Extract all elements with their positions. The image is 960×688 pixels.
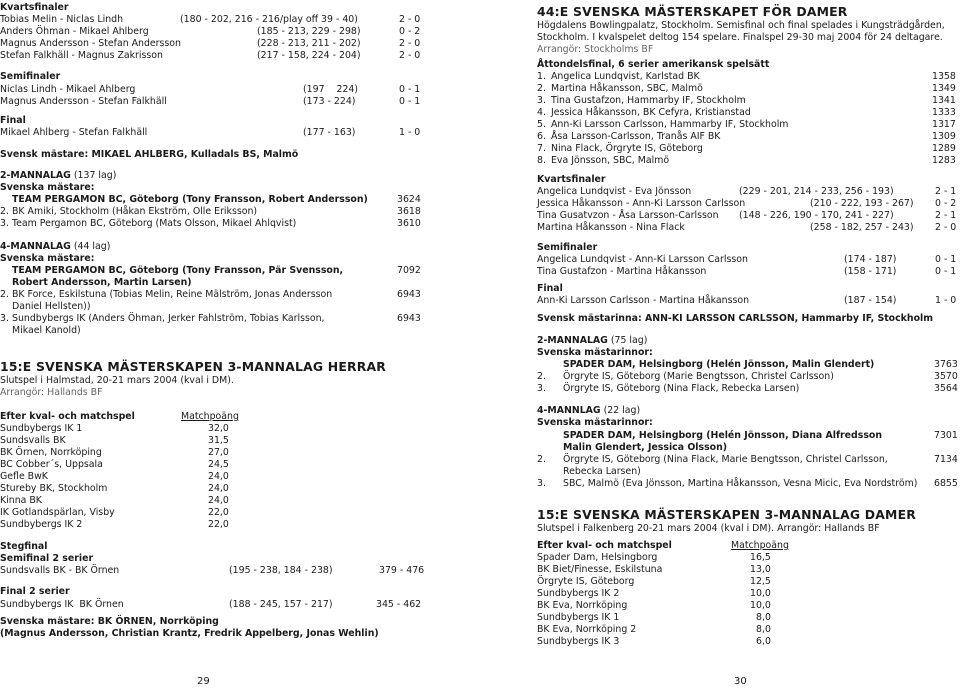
match-result: 2 - 0 [399,38,421,49]
champion-line: Svensk mästare: MIKAEL AHLBERG, Kulladals BS, Malmö [0,149,299,160]
standings-row: Kinna BK 24,0 [0,495,229,506]
match-scores: (217 - 158, 224 - 204) [257,50,361,61]
section-heading: Final [0,115,26,126]
standings-row: BK Eva, Norrköping 2 8,0 [537,624,771,635]
match-players: Niclas Lindh - Mikael Ahlberg [0,84,136,95]
match-result: 0 - 1 [399,84,421,95]
page-number: 30 [734,676,747,687]
section-heading: Semifinaler [0,71,61,82]
section-heading: Semifinal 2 serier [0,553,94,564]
match-result: 0 - 2 [399,26,421,37]
match-row: Angelica Lundqvist - Ann-Ki Larsson Carlsson (174 - 187) 0 - 1 [537,254,957,265]
result-row [0,194,440,206]
event-info: Stockholm. I kvalspelet deltog 154 spelare. Finalspel 29-30 maj 2004 för 24 deltagare. [537,32,943,43]
match-row: Tina Gusatvzon - Åsa Larsson-Carlsson (148 - 226, 190 - 170, 241 - 227) 2 - 1 [537,210,957,221]
champion-line: Svensk mästarinna: ANN-KI LARSSON CARLSSON, Hammarby IF, Stockholm [537,313,934,324]
section-title: 44:E SVENSKA MÄSTERSKAPET FÖR DAMER [537,4,848,19]
team-name-cont: Daniel Hellsten)) [12,301,91,312]
match-row [0,127,440,139]
match-row [0,84,440,96]
match-row [0,96,440,108]
section-heading: Åttondelsfinal, 6 serier amerikansk spelsätt [537,59,770,70]
team-name-cont: Mikael Kanold) [12,325,81,336]
champ-label: Svenska mästare: [0,182,95,193]
rank-row: 5. Ann-Ki Larsson Carlsson, Hammarby IF, Stockholm 1317 [537,119,956,130]
result-row: 3. Sundbybergs IK (Anders Öhman, Jerker Fahlström, Tobias Karlsson, 6943 [0,313,421,324]
champ-label: Svenska mästare: [0,253,95,264]
standings-row: BK Örnen, Norrköping 27,0 [0,447,229,458]
team-score: 7092 [397,265,421,276]
match-players: Magnus Andersson - Stefan Falkhäll [0,96,167,107]
champion-line: (Magnus Andersson, Christian Krantz, Fredrik Appelberg, Jonas Wehlin) [0,628,379,639]
champ-label: Svenska mästarinnor: [537,347,653,358]
event-info: Slutspel i Halmstad, 20-21 mars 2004 (kval i DM). [0,375,234,386]
match-scores: (180 - 202, 216 - 216/play off 39 - 40) [180,14,358,25]
team-name-cont: Rebecka Larsen) [563,466,641,477]
team-score: 3618 [397,206,421,217]
match-row: Ann-Ki Larsson Carlsson - Martina Håkansson (187 - 154) 1 - 0 [537,295,957,306]
match-scores: (185 - 213, 229 - 298) [257,26,361,37]
rank-row: 3. Tina Gustafzon, Hammarby IF, Stockholm 1341 [537,95,956,106]
rank-row: 4. Jessica Håkansson, BK Cefyra, Kristianstad 1333 [537,107,956,118]
result-row: 3. Team Pergamon BC, Göteborg (Mats Olsson, Mikael Ahlqvist) 3610 [0,218,421,229]
category-heading: 4-MANNALAG (44 lag) [0,241,111,252]
match-players: Mikael Ahlberg - Stefan Falkhäll [0,127,148,138]
section-title: 15:E SVENSKA MÄSTERSKAPEN 3-MANNALAG DAMER [537,507,916,522]
category-heading: 4-MANNLAG (22 lag) [537,405,641,416]
rank-row: 1. Angelica Lundqvist, Karlstad BK 1358 [537,71,956,82]
standings-header: Efter kval- och matchspel Matchpoäng [537,540,789,551]
match-players: Anders Öhman - Mikael Ahlberg [0,26,149,37]
team-name-cont: Malin Glendert, Jessica Olsson) [563,442,728,453]
match-players: Magnus Andersson - Stefan Andersson [0,38,181,49]
standings-row: Spader Dam, Helsingborg 16,5 [537,552,771,563]
standings-row: Sundsvalls BK 31,5 [0,435,229,446]
result-row: 2. BK Force, Eskilstuna (Tobias Melin, Reine Mälström, Jonas Andersson 6943 [0,289,421,300]
rank-row: 8. Eva Jönsson, SBC, Malmö 1283 [537,155,956,166]
category-heading: 2-MANNALAG (137 lag) [0,170,117,181]
team-score: 3624 [397,194,421,205]
standings-row: Örgryte IS, Göteborg 12,5 [537,576,771,587]
team-name-cont: Robert Andersson, Martin Larsen) [12,277,192,288]
result-row: 2. Örgryte IS, Göteborg (Nina Flack, Marie Bengtsson, Christel Carlsson, 7134 [537,454,958,465]
standings-row: BC Cobber´s, Uppsala 24,5 [0,459,229,470]
match-row [0,26,440,38]
event-info: Högdalens Bowlingpalatz, Stockholm. Semisfinal och final spelades i Kungsträdgården, [537,20,945,31]
champ-label: Svenska mästarinnor: [537,417,653,428]
match-scores: (173 - 224) [303,96,356,107]
standings-row: Sundbybergs IK 3 6,0 [537,636,771,647]
match-scores: (197 224) [303,84,359,95]
champion-line: Svenska mästare: BK ÖRNEN, Norrköping [0,616,219,627]
match-scores: (177 - 163) [303,127,356,138]
match-players: Stefan Falkhäll - Magnus Zakrisson [0,50,163,61]
category-heading: 2-MANNALAG (75 lag) [537,335,648,346]
match-row: Angelica Lundqvist - Eva Jönsson (229 - 201, 214 - 233, 256 - 193) 2 - 1 [537,186,957,197]
result-row [0,265,440,277]
match-row: Tina Gustafzon - Martina Håkansson (158 - 171) 0 - 1 [537,266,957,277]
match-row: Martina Håkansson - Nina Flack (258 - 182, 257 - 243) 2 - 0 [537,222,957,233]
match-result: 0 - 1 [399,96,421,107]
section-heading: Stegfinal [0,541,48,552]
match-players: Tobias Melin - Niclas Lindh [0,14,124,25]
page-number: 29 [197,676,210,687]
match-row [0,38,440,50]
standings-row: BK Eva, Norrköping 10,0 [537,600,771,611]
result-row: SPADER DAM, Helsingborg (Helén Jönsson, Diana Alfredsson 7301 [563,430,958,441]
section-heading: Final 2 serier [0,586,70,597]
team-score: 6943 [397,313,421,324]
section-heading: Kvartsfinaler [0,2,69,13]
match-result: 2 - 0 [399,50,421,61]
standings-row: BK Biet/Finesse, Eskilstuna 13,0 [537,564,771,575]
team-score: 3610 [397,218,421,229]
match-scores: (228 - 213, 211 - 202) [257,38,361,49]
match-row [0,50,440,62]
result-row: SPADER DAM, Helsingborg (Helén Jönsson, Malin Glendert) 3763 [563,359,958,370]
section-title: 15:E SVENSKA MÄSTERSKAPEN 3-MANNALAG HERRAR [0,359,387,374]
section-heading: Final [537,283,563,294]
standings-row: Sundbybergs IK 2 22,0 [0,519,229,530]
match-row: Sundbybergs IK BK Örnen (188 - 245, 157 - 217) 345 - 462 [0,599,422,610]
rank-row: 6. Åsa Larsson-Carlsson, Tranås AIF BK 1309 [537,131,956,142]
standings-row: Gefle BwK 24,0 [0,471,229,482]
rank-row: 2. Martina Håkansson, SBC, Malmö 1349 [537,83,956,94]
team-score: 6943 [397,289,421,300]
standings-row: Sundbybergs IK 1 8,0 [537,612,771,623]
result-row: 2. Örgryte IS, Göteborg (Marie Bengtsson, Christel Carlsson) 3570 [537,371,958,382]
result-row: 3. SBC, Malmö (Eva Jönsson, Martina Håkansson, Vesna Micic, Eva Nordström) 6855 [537,478,958,489]
result-row: 3. Örgryte IS, Göteborg (Nina Flack, Rebecka Larsen) 3564 [537,383,958,394]
match-result: 1 - 0 [399,127,421,138]
event-info: Slutspel i Falkenberg 20-21 mars 2004 (kval i DM). Arrangör: Hallands BF [537,523,880,534]
team-name: BK Amiki, Stockholm (Håkan Ekström, Olle Eriksson) [12,206,258,217]
team-name: TEAM PERGAMON BC, Göteborg (Tony Fransson, Pär Svensson, [12,265,344,276]
match-row: Sundsvalls BK - BK Örnen (195 - 238, 184 - 238) 379 - 476 [0,565,425,576]
team-name: Sundbybergs IK (Anders Öhman, Jerker Fahlström, Tobias Karlsson, [12,313,325,324]
rank-row: 7. Nina Flack, Örgryte IS, Göteborg 1289 [537,143,956,154]
organizer: Arrangör: Hallands BF [0,387,103,398]
standings-row: Sundbybergs IK 1 32,0 [0,423,229,434]
section-heading: Kvartsfinaler [537,174,606,185]
standings-row: IK Gotlandspärlan, Visby 22,0 [0,507,229,518]
section-heading: Semifinaler [537,242,598,253]
standings-row: Sundbybergs IK 2 10,0 [537,588,771,599]
result-row: 2. BK Amiki, Stockholm (Håkan Ekström, Olle Eriksson) 3618 [0,206,421,217]
standings-row: Stureby BK, Stockholm 24,0 [0,483,229,494]
standings-header: Efter kval- och matchspel Matchpoäng [0,411,239,422]
match-result: 2 - 0 [399,14,421,25]
organizer: Arrangör: Stockholms BF [537,44,654,55]
team-name: BK Force, Eskilstuna (Tobias Melin, Reine Mälström, Jonas Andersson [12,289,333,300]
team-name: TEAM PERGAMON BC, Göteborg (Tony Fransson, Robert Andersson) [12,194,368,205]
match-row [0,14,440,26]
match-row: Jessica Håkansson - Ann-Ki Larsson Carlsson (210 - 222, 193 - 267) 0 - 2 [537,198,957,209]
team-name: Team Pergamon BC, Göteborg (Mats Olsson, Mikael Ahlqvist) [12,218,297,229]
